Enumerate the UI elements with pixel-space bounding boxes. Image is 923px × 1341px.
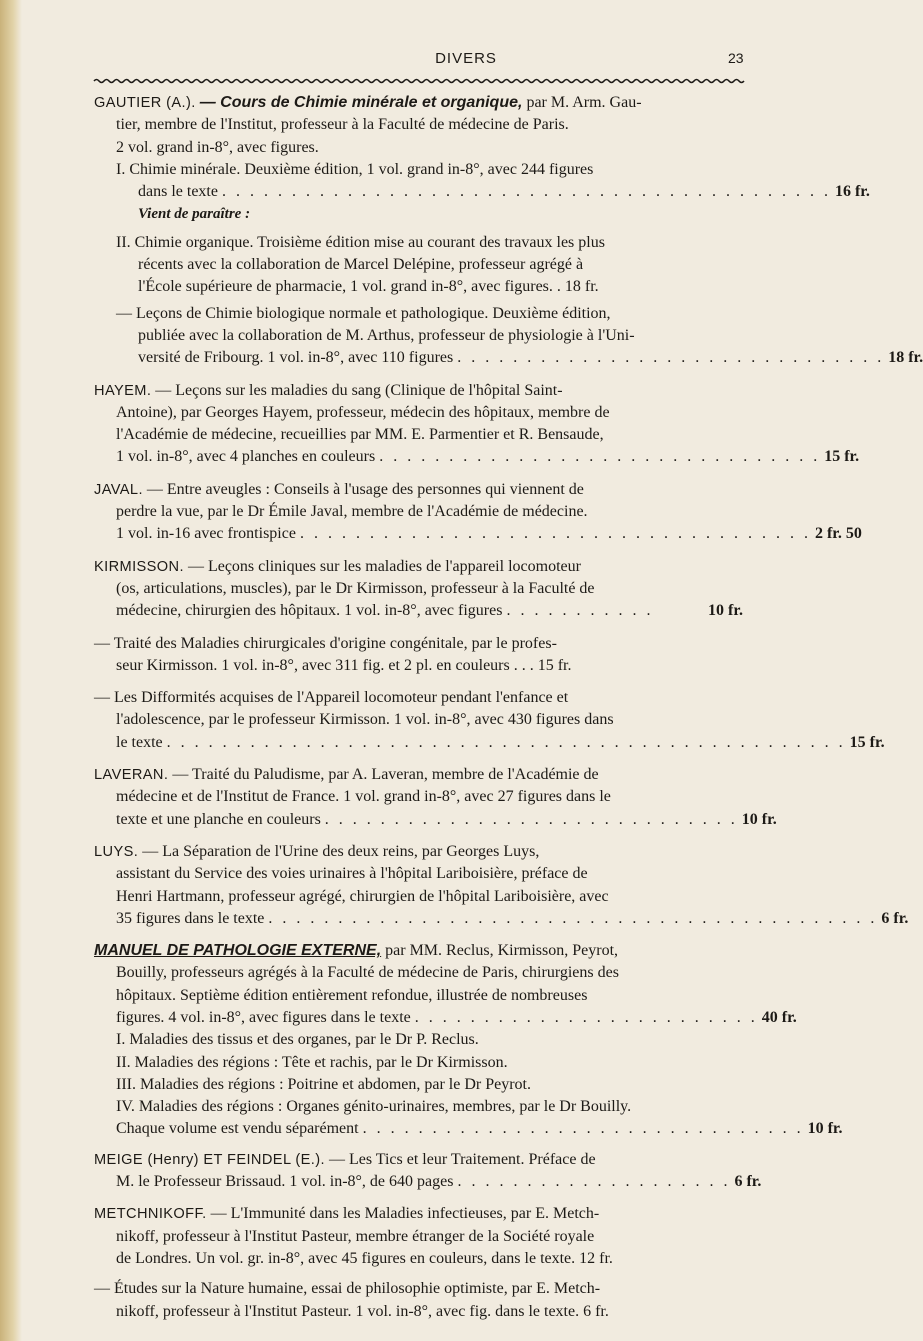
volume-line: III. Maladies des régions : Poitrine et abdomen, par le Dr Peyrot. — [116, 1075, 531, 1093]
volume-line: II. Maladies des régions : Tête et rachis, par le Dr Kirmisson. — [116, 1053, 508, 1071]
entry-text: médecine, chirurgien des hôpitaux. 1 vol. in-8°, avec figures — [116, 602, 503, 620]
price: 18 fr. — [888, 349, 923, 367]
price-line — [94, 1007, 797, 1029]
price: 6 fr. — [881, 909, 909, 927]
entry-text: Henri Hartmann, professeur agrégé, chirurgien de l'hôpital Lariboisière, avec — [116, 887, 609, 905]
entry-manuel — [94, 940, 843, 1141]
entry-text: — Les Tics et leur Traitement. Préface de — [328, 1150, 596, 1168]
author-name: JAVAL. — [94, 481, 143, 498]
entry-text: nikoff, professeur à l'Institut Pasteur, membre étranger de la Société royale — [116, 1227, 595, 1245]
entry-luys — [94, 841, 909, 930]
entry-gautier-line1: GAUTIER (A.). — Cours de Chimie minérale et organique, par M. Arm. Gau- — [94, 94, 642, 111]
leader-dots: . . . . . . . . . . . . . . . . . . . . — [457, 1173, 731, 1191]
entry-text: M. le Professeur Brissaud. 1 vol. in-8°, de 640 pages — [116, 1173, 454, 1191]
author-name: GAUTIER (A.). — [94, 95, 196, 111]
price-line — [94, 1118, 843, 1140]
author-name: HAYEM. — [94, 382, 152, 399]
book-title: Cours de Chimie minérale et organique, — [220, 94, 523, 111]
entry-text: — Leçons de Chimie biologique normale et pathologique. Deuxième édition, — [116, 304, 611, 322]
volume-price-line — [94, 181, 870, 203]
entry-text: (os, articulations, muscles), par le Dr Kirmisson, professeur à la Faculté de — [116, 579, 595, 597]
entry-text: — Traité des Maladies chirurgicales d'origine congénitale, par le profes- — [94, 634, 557, 652]
author-name: KIRMISSON. — [94, 558, 184, 575]
entry-laveran — [94, 764, 777, 831]
entry-text: — L'Immunité dans les Maladies infectieuses, par E. Metch- — [210, 1205, 600, 1223]
author-name: LUYS. — [94, 843, 139, 860]
price: 6 fr. — [734, 1173, 762, 1191]
price: 10 fr. — [807, 1120, 843, 1138]
leader-dots: . . . . . . . . . . . . . . . . . . . . . . . . . . . . . . . . . . . . . . . . . . . . — [268, 909, 878, 927]
entry-metchnikoff — [94, 1203, 743, 1322]
leader-dots: . . . . . . . . . . . — [506, 602, 654, 620]
entry-text: seur Kirmisson. 1 vol. in-8°, avec 311 fig. et 2 pl. en couleurs . . . 15 fr. — [116, 656, 572, 674]
price: 10 fr. — [708, 602, 743, 620]
entry-text: 35 figures dans le texte — [116, 909, 265, 927]
volume-line: II. Chimie organique. Troisième édition mise au courant des travaux les plus — [116, 233, 605, 251]
entry-text: — Études sur la Nature humaine, essai de philosophie optimiste, par E. Metch- — [94, 1280, 601, 1298]
price-line — [94, 523, 862, 545]
entry-text: figures. 4 vol. in-8°, avec figures dans le texte — [116, 1008, 411, 1026]
price-line — [94, 908, 909, 930]
entry-text: — Entre aveugles : Conseils à l'usage des personnes qui viennent de — [146, 480, 584, 498]
price: 15 fr. — [849, 733, 885, 751]
leader-dots: . . . . . . . . . . . . . . . . . . . . . . . . . . . . . . . . — [362, 1120, 804, 1138]
header-wavy-rule — [94, 78, 744, 84]
author-name: MEIGE (Henry) ET FEINDEL (E.). — [94, 1151, 325, 1168]
entry-text: médecine et de l'Institut de France. 1 vol. grand in-8°, avec 27 figures dans le — [116, 788, 611, 806]
entry-text: 2 vol. grand in-8°, avec figures. — [116, 138, 319, 156]
price-line — [94, 732, 885, 754]
entry-text: Bouilly, professeurs agrégés à la Faculté de médecine de Paris, chirurgiens des — [116, 964, 619, 982]
price: 16 fr. — [834, 183, 870, 201]
entry-text: Chaque volume est vendu séparément — [116, 1120, 359, 1138]
entry-text: dans le texte — [138, 183, 218, 201]
entry-meige — [94, 1149, 762, 1194]
price: 10 fr. — [741, 810, 777, 828]
price: 15 fr. — [824, 448, 860, 466]
entry-text: publiée avec la collaboration de M. Arthus, professeur de physiologie à l'Uni- — [138, 326, 635, 344]
entry-text: — La Séparation de l'Urine des deux reins, par Georges Luys, — [142, 842, 540, 860]
entry-text: le texte — [116, 733, 163, 751]
volume-line: I. Maladies des tissus et des organes, par le Dr P. Reclus. — [116, 1031, 479, 1049]
price-line — [94, 347, 923, 369]
vient-de-paraitre: Vient de paraître : — [138, 206, 251, 223]
price-line — [94, 809, 777, 831]
leader-dots: . . . . . . . . . . . . . . . . . . . . . . . . . . . . . . . . — [379, 448, 821, 466]
entry-text: l'adolescence, par le professeur Kirmisson. 1 vol. in-8°, avec 430 figures dans — [116, 711, 614, 729]
entry-text: Antoine), par Georges Hayem, professeur, médecin des hôpitaux, membre de — [116, 403, 610, 421]
entry-text: l'École supérieure de pharmacie, 1 vol. grand in-8°, avec figures. . 18 fr. — [138, 278, 599, 296]
entry-text: par M. Arm. Gau- — [526, 94, 642, 111]
entry-text: — Les Difformités acquises de l'Appareil locomoteur pendant l'enfance et — [94, 689, 569, 707]
leader-dots: . . . . . . . . . . . . . . . . . . . . . . . . . . . . . . . . . . . . . — [299, 525, 811, 543]
entry-text: tier, membre de l'Institut, professeur à la Faculté de médecine de Paris. — [116, 116, 569, 134]
entry-text: 1 vol. in-16 avec frontispice — [116, 525, 296, 543]
entry-text: l'Académie de médecine, recueillies par MM. E. Parmentier et R. Bensaude, — [116, 426, 604, 444]
price-line — [94, 600, 743, 622]
leader-dots: . . . . . . . . . . . . . . . . . . . . . . . . . — [414, 1008, 758, 1026]
entry-javal — [94, 479, 862, 546]
entry-hayem — [94, 380, 860, 469]
leader-dots: . . . . . . . . . . . . . . . . . . . . . . . . . . . . . . . — [457, 349, 885, 367]
leader-dots: . . . . . . . . . . . . . . . . . . . . . . . . . . . . . . — [324, 810, 738, 828]
author-name: LAVERAN. — [94, 767, 169, 784]
leader-dots: . . . . . . . . . . . . . . . . . . . . . . . . . . . . . . . . . . . . . . . . . . . . — [221, 183, 831, 201]
entry-text: texte et une planche en couleurs — [116, 810, 321, 828]
price: 40 fr. — [761, 1008, 797, 1026]
entry-text: versité de Fribourg. 1 vol. in-8°, avec 110 figures — [138, 349, 454, 367]
author-name: METCHNIKOFF. — [94, 1206, 207, 1223]
book-title: MANUEL DE PATHOLOGIE EXTERNE, — [94, 942, 382, 960]
entry-gautier — [94, 92, 923, 370]
entry-text: assistant du Service des voies urinaires à l'hôpital Lariboisière, préface de — [116, 865, 588, 883]
entry-text: par MM. Reclus, Kirmisson, Peyrot, — [385, 942, 619, 960]
catalog-content — [94, 92, 923, 1333]
volume-line: IV. Maladies des régions : Organes génito-urinaires, membres, par le Dr Bouilly. — [116, 1098, 632, 1116]
entry-text: récents avec la collaboration de Marcel Delépine, professeur agrégé à — [138, 256, 584, 274]
price: 2 fr. 50 — [814, 525, 862, 543]
entry-text: — Leçons sur les maladies du sang (Clinique de l'hôpital Saint- — [155, 381, 563, 399]
price-line — [94, 446, 860, 468]
entry-text: 1 vol. in-8°, avec 4 planches en couleurs — [116, 448, 376, 466]
entry-text: — Leçons cliniques sur les maladies de l'appareil locomoteur — [187, 557, 581, 575]
price-line — [94, 1171, 762, 1193]
entry-text: perdre la vue, par le Dr Émile Javal, membre de l'Académie de médecine. — [116, 503, 588, 521]
volume-line: I. Chimie minérale. Deuxième édition, 1 vol. grand in-8°, avec 244 figures — [116, 160, 594, 178]
leader-dots: . . . . . . . . . . . . . . . . . . . . . . . . . . . . . . . . . . . . . . . . . . . . . . . . . — [166, 733, 846, 751]
entry-kirmisson — [94, 556, 885, 754]
running-header — [0, 50, 800, 74]
entry-text: hôpitaux. Septième édition entièrement refondue, illustrée de nombreuses — [116, 986, 588, 1004]
page-binding-shadow — [0, 0, 22, 1341]
entry-text: — Traité du Paludisme, par A. Laveran, membre de l'Académie de — [172, 766, 599, 784]
page-number: 23 — [728, 50, 744, 66]
entry-text: nikoff, professeur à l'Institut Pasteur. 1 vol. in-8°, avec fig. dans le texte. 6 fr. — [116, 1302, 609, 1320]
entry-text: de Londres. Un vol. gr. in-8°, avec 45 figures en couleurs, dans le texte. 12 fr. — [116, 1249, 613, 1267]
running-title: DIVERS — [435, 50, 497, 67]
